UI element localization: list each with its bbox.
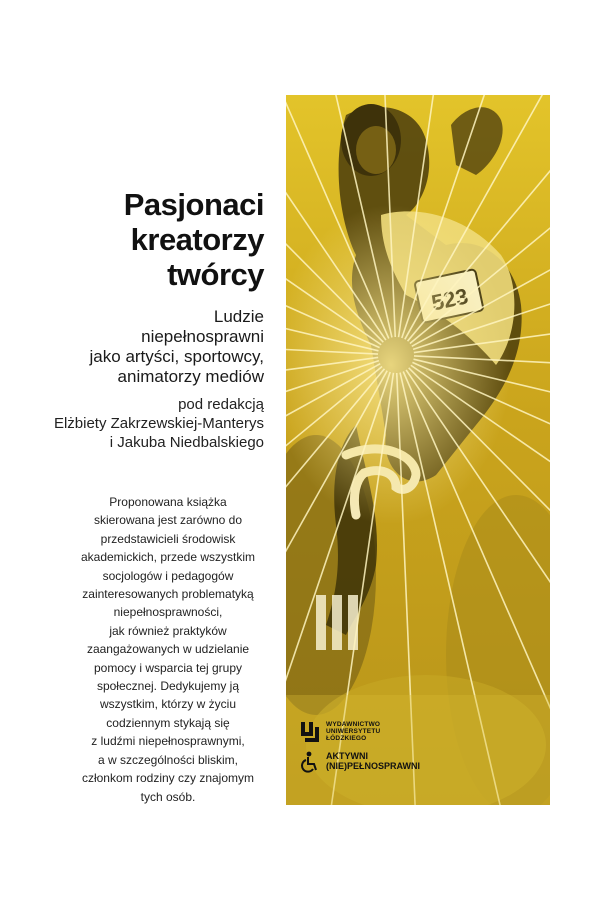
book-blurb	[50, 493, 286, 806]
logos-block	[300, 721, 450, 781]
blurb-line: a w szczególności bliskim,	[97, 752, 239, 767]
blurb-line: codziennym stykają się	[106, 715, 230, 730]
subtitle-line: Ludzie	[213, 307, 264, 326]
partner-logo	[300, 751, 420, 773]
blurb-line: z ludźmi niepełnosprawnymi,	[91, 734, 245, 749]
editors-line: pod redakcją	[178, 396, 264, 413]
publisher-line: ŁÓDZKIEGO	[326, 735, 367, 742]
blurb-line: zainteresowanych problematyką	[82, 587, 254, 602]
book-cover	[50, 95, 550, 805]
blurb-line: tych osób.	[140, 789, 196, 804]
subtitle-line: niepełnosprawni	[141, 327, 264, 346]
title-line: twórcy	[167, 257, 264, 292]
cover-text-panel	[50, 95, 286, 805]
blurb-line: akademickich, przede wszystkim	[80, 550, 256, 565]
partner-name	[326, 751, 420, 771]
blurb-line: wszystkim, którzy w życiu	[99, 697, 236, 712]
blurb-line: jak również praktyków	[109, 623, 227, 638]
blurb-line: socjologów i pedagogów	[102, 568, 234, 583]
blurb-line: pomocy i wsparcia tej grupy	[93, 660, 243, 675]
blurb-line: skierowana jest zarówno do	[93, 513, 243, 528]
publisher-line: UNIWERSYTETU	[326, 728, 381, 735]
blurb-line: Proponowana książka	[109, 495, 227, 509]
blurb-line: członkom rodziny czy znajomym	[81, 771, 255, 786]
editors-line: i Jakuba Niedbalskiego	[109, 434, 264, 451]
publisher-logo-icon	[300, 721, 320, 743]
partner-line: (NIE)PEŁNOSPRAWNI	[326, 761, 421, 771]
blurb-line: zaangażowanych w udzielanie	[86, 642, 250, 657]
publisher-line: WYDAWNICTWO	[326, 721, 381, 728]
athlete-photo-illustration	[286, 95, 550, 805]
partner-line: AKTYWNI	[326, 751, 368, 761]
book-subtitle	[90, 307, 264, 387]
editors-line: Elżbiety Zakrzewskiej-Manterys	[53, 415, 264, 432]
publisher-logo	[300, 721, 380, 743]
title-line: kreatorzy	[130, 222, 264, 257]
subtitle-line: jako artyści, sportowcy,	[89, 347, 264, 366]
subtitle-line: animatorzy mediów	[117, 367, 264, 386]
blurb-line: przedstawicieli środowisk	[100, 531, 236, 546]
blurb-line: społecznej. Dedykujemy ją	[96, 679, 240, 694]
book-editors	[54, 395, 264, 452]
publisher-name	[326, 721, 380, 742]
athlete-photo	[286, 95, 550, 805]
book-title	[124, 187, 264, 292]
wheelchair-icon	[300, 751, 320, 773]
title-line: Pasjonaci	[123, 187, 264, 222]
blurb-line: niepełnosprawności,	[113, 605, 223, 620]
